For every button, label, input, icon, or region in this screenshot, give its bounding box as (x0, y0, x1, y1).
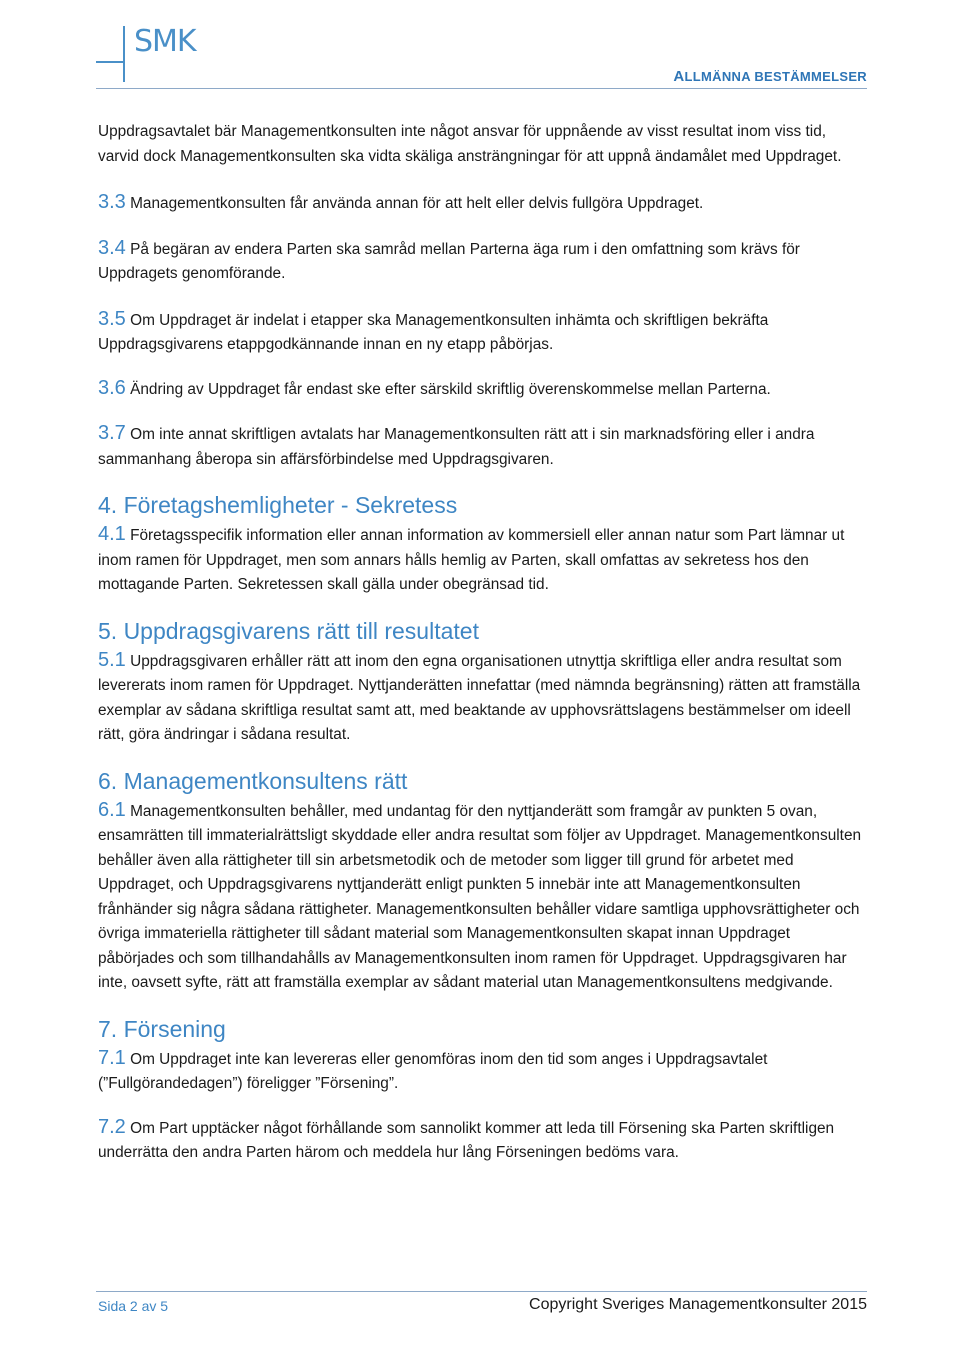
clause-number: 3.4 (98, 236, 126, 259)
intro-paragraph: Uppdragsavtalet bär Managementkonsulten inte något ansvar för uppnående av visst resultat inom viss tid, varvid dock Managementkonsulten ska vidta skäliga ansträngningar för att uppnå ändamålet med Uppdraget. (98, 123, 842, 165)
clause-3-5 (98, 307, 866, 358)
page-number: Sida 2 av 5 (98, 1298, 169, 1314)
clause-number: 6.1 (98, 798, 126, 821)
clause-number: 4.1 (98, 523, 126, 545)
clause-text: Uppdragsgivaren erhåller rätt att inom den egna organisationen utnyttja skriftliga eller andra resultat som levererats inom ramen för Uppdraget. Nyttjanderätten innefattar (med nämnda begränsning) rätten att framställa exemplar av sådana skriftliga resultat samt att, med beaktande av upphovsrättslagens bestämmelser om ideell rätt, göra ändringar i sådana resultat. (98, 652, 861, 743)
clause-number: 3.6 (98, 376, 126, 399)
clause-number: 3.7 (98, 422, 126, 444)
clause-3-3 (98, 190, 866, 217)
clause-text: Om Part upptäcker något förhållande som sannolikt kommer att leda till Försening ska Parten skriftligen underrätta den andra Parten härom och meddela hur lång Förseningen bedöms vara. (98, 1119, 835, 1161)
footer-divider (96, 1291, 867, 1292)
section-5-heading: 5. Uppdragsgivarens rätt till resultatet (98, 617, 479, 644)
clause-number: 5.1 (98, 648, 126, 671)
section-title-rest: LLMÄNNA BESTÄMMELSER (684, 69, 867, 84)
clause-7-1 (98, 1046, 866, 1097)
smk-logo (96, 24, 196, 84)
document-body (98, 120, 866, 1166)
clause-number: 7.2 (98, 1115, 126, 1138)
clause-7-2 (98, 1115, 866, 1166)
section-7-heading: 7. Försening (98, 1015, 226, 1042)
clause-number: 7.1 (98, 1046, 126, 1069)
clause-3-7 (98, 421, 866, 472)
clause-text: Managementkonsulten får använda annan för att helt eller delvis fullgöra Uppdraget. (130, 195, 704, 212)
clause-text: Företagsspecifik information eller annan information av kommersiell eller annan natur som Part lämnar ut inom ramen för Uppdraget, men som annars hålls hemlig av Parten, skall omfattas av sekretess hos den mottagande Parten. Sekretessen skall gälla under obegränsad tid. (98, 527, 845, 593)
copyright-notice: Copyright Sveriges Managementkonsulter 2015 (529, 1296, 867, 1313)
section-title-initial: A (673, 68, 685, 85)
clause-6-1 (98, 798, 866, 996)
clause-text: Ändring av Uppdraget får endast ske efter särskild skriftlig överenskommelse mellan Parterna. (130, 380, 771, 398)
clause-number: 3.3 (98, 191, 126, 213)
clause-number: 3.5 (98, 307, 126, 330)
clause-text: Managementkonsulten behåller, med undantag för den nyttjanderätt som framgår av punkten 5 ovan, ensamrätten till immaterialrättsligt skyddade eller andra resultat som följer av Uppdraget. Managementkonsulten behåller även alla rättigheter till sin arbetsmetodik och de metoder som ligger till grund för arbetet med Uppdraget, och Uppdragsgivarens nyttjanderätt enligt punkten 5 innebär inte att Managementkonsulten frånhänder sig några sådana rättigheter. Managementkonsulten behåller vidare samtliga upphovsrättigheter och övriga immateriella rättigheter till sådant material som Managementkonsulten skapat innan Uppdraget påbörjades och som tillhandahålls av Managementkonsulten inom ramen för Uppdraget. Uppdragsgivaren har inte, oavsett syfte, rätt att framställa exemplar av sådant material utan Managementkonsultens medgivande. (98, 802, 862, 991)
clause-text: Om inte annat skriftligen avtalats har Managementkonsulten rätt att i sin marknadsföring eller i andra sammanhang åberopa sin affärsförbindelse med Uppdragsgivaren. (98, 426, 815, 468)
clause-text: På begäran av endera Parten ska samråd mellan Parterna äga rum i den omfattning som krävs för Uppdragets genomförande. (98, 240, 800, 282)
clause-5-1 (98, 648, 866, 748)
section-4-heading: 4. Företagshemligheter - Sekretess (98, 492, 458, 518)
clause-3-4 (98, 236, 866, 287)
clause-text: Om Uppdraget inte kan levereras eller genomföras inom den tid som anges i Uppdragsavtalet (”Fullgörandedagen”) föreligger ”Försening”. (98, 1050, 768, 1092)
clause-text: Om Uppdraget är indelat i etapper ska Managementkonsulten inhämta och skriftligen bekräfta Uppdragsgivarens etappgodkännande innan en ny etapp påbörjas. (98, 311, 769, 353)
logo-text: SMK (134, 24, 196, 59)
clause-3-6 (98, 376, 866, 403)
header-divider (96, 88, 867, 89)
section-6-heading: 6. Managementkonsultens rätt (98, 767, 408, 794)
clause-4-1 (98, 522, 866, 598)
section-title (673, 68, 867, 85)
